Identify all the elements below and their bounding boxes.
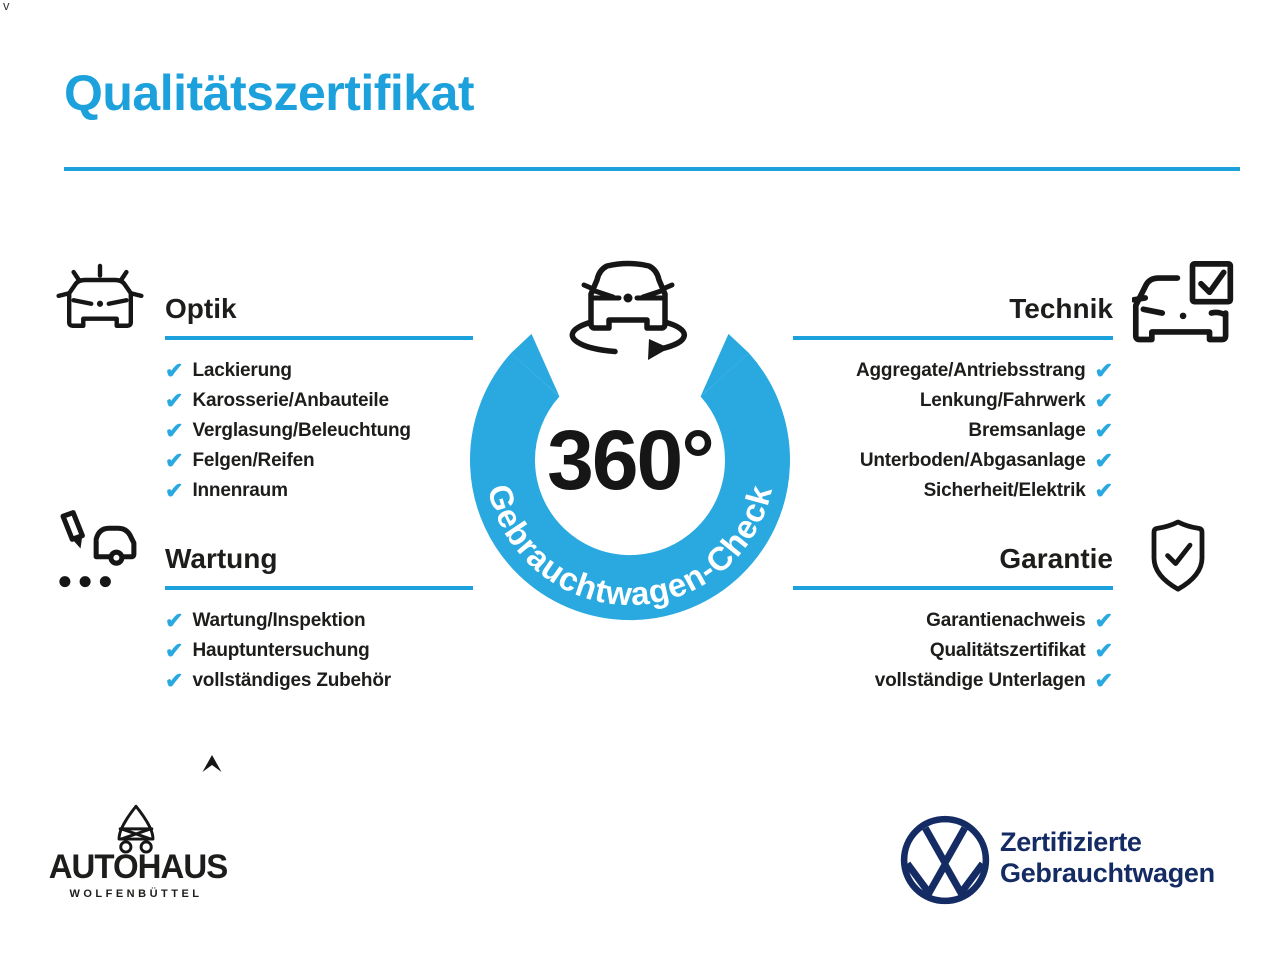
list-item [793,476,1113,506]
list-item [793,636,1113,666]
section-technik [793,292,1113,506]
check-icon: ✔ [1094,448,1113,473]
list-item-label: Garantienachweis [926,610,1086,631]
section-optik [165,292,473,506]
check-icon: ✔ [165,668,184,693]
list-item [793,386,1113,416]
badge-value: 360° [547,413,713,507]
list-item-label: Sicherheit/Elektrik [923,480,1086,501]
checklist [165,606,473,696]
check-icon: ✔ [165,448,184,473]
dealer-name: AUTOHAUS [48,848,228,886]
list-item [165,386,473,416]
list-item-label: Hauptuntersuchung [192,640,370,661]
check-icon: ✔ [1094,418,1113,443]
list-item-label: vollständiges Zubehör [192,670,391,691]
page-title: Qualitätszertifikat [64,65,475,121]
section-divider [793,336,1113,340]
brand-claim [1000,827,1215,889]
corner-mark: v [3,0,10,13]
checklist [793,356,1113,506]
list-item-label: Wartung/Inspektion [192,610,366,631]
list-item [165,606,473,636]
check-icon: ✔ [165,388,184,413]
list-item-label: Innenraum [192,480,288,501]
check-icon: ✔ [165,418,184,443]
title-divider [64,167,1240,171]
list-item-label: Lackierung [192,360,292,381]
check-icon: ✔ [1094,358,1113,383]
check-icon: ✔ [165,638,184,663]
dealer-city: WOLFENBÜTTEL [69,888,203,900]
section-wartung [165,542,473,696]
check-icon: ✔ [165,608,184,633]
list-item-label: Aggregate/Antriebsstrang [855,360,1086,381]
check-icon: ✔ [165,358,184,383]
brand-claim-line2: Gebrauchtwagen [1000,858,1215,888]
list-item-label: Verglasung/Beleuchtung [192,420,411,441]
car-checkbox-icon [1132,260,1236,350]
car-shine-icon [56,258,144,346]
list-item [793,446,1113,476]
vw-logo [898,813,992,907]
list-item-label: Lenkung/Fahrwerk [919,390,1086,411]
check-icon: ✔ [165,478,184,503]
section-garantie [793,542,1113,696]
service-checklist-icon [52,508,144,600]
list-item-label: Bremsanlage [968,420,1086,441]
caret-up-icon [202,755,222,773]
section-title: Wartung [165,543,278,574]
list-item [165,416,473,446]
list-item [165,636,473,666]
check-icon: ✔ [1094,668,1113,693]
list-item [793,356,1113,386]
list-item [165,356,473,386]
section-divider [165,336,473,340]
rotating-car-icon [552,248,704,366]
list-item [793,606,1113,636]
list-item [165,666,473,696]
section-title: Garantie [999,543,1113,574]
section-divider [165,586,473,590]
check-icon: ✔ [1094,388,1113,413]
check-icon: ✔ [1094,638,1113,663]
section-title: Optik [165,293,237,324]
list-item [793,666,1113,696]
list-item-label: Karosserie/Anbauteile [192,390,389,411]
shield-check-icon [1146,516,1210,596]
checklist [793,606,1113,696]
list-item [793,416,1113,446]
list-item [165,446,473,476]
list-item [165,476,473,506]
list-item-label: Qualitätszertifikat [929,640,1086,661]
list-item-label: Felgen/Reifen [192,450,315,471]
brand-claim-line1: Zertifizierte [1000,827,1142,857]
checklist [165,356,473,506]
check-icon: ✔ [1094,608,1113,633]
list-item-label: Unterboden/Abgasanlage [859,450,1086,471]
ring-label: Gebrauchtwagen-Check [480,480,780,613]
check-icon: ✔ [1094,478,1113,503]
section-title: Technik [1009,293,1113,324]
section-divider [793,586,1113,590]
list-item-label: vollständige Unterlagen [874,670,1086,691]
